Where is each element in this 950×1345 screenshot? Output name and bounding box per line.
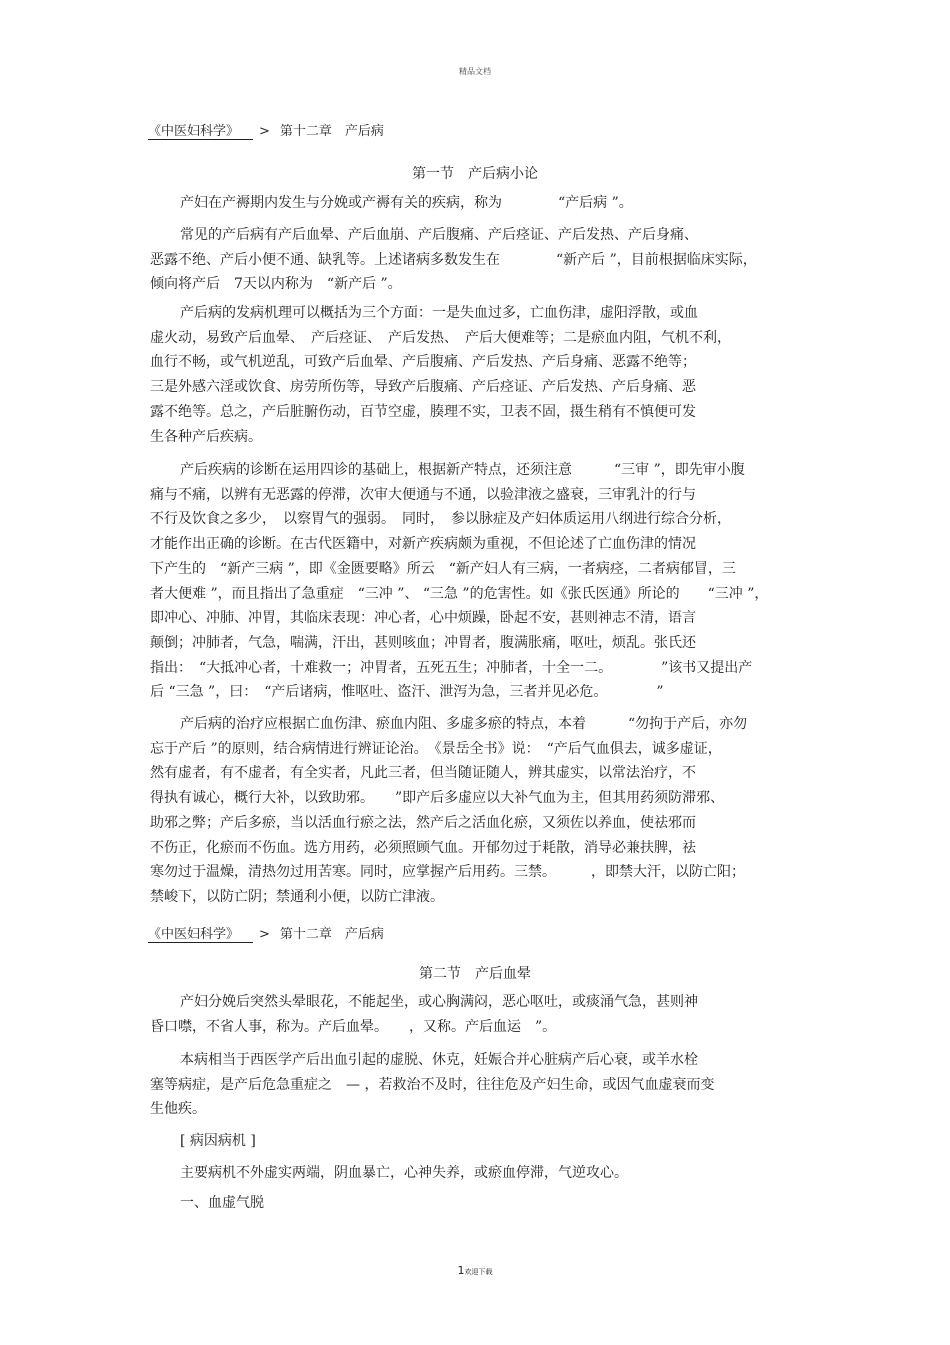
text-line: 产后疾病的诊断在运用四诊的基础上，根据新产特点，还须注意 “三审 ”，即先审小腹 xyxy=(180,462,745,478)
text-line: 塞等病症，是产后危急重症之 — ，若救治不及时，往往危及产妇生命，或因气血虚衰而变 xyxy=(150,1076,715,1093)
text-line: 产后病的治疗应根据亡血伤津、瘀血内阻、多虚多瘀的特点，本着 “勿拘于产后，亦勿 xyxy=(180,716,748,732)
breadcrumb-chapter: 第十二章 产后病 xyxy=(279,124,384,139)
breadcrumb-chapter: 第十二章 产后病 xyxy=(279,927,384,942)
footer-note: 欢迎下载 xyxy=(464,1268,493,1276)
paragraph xyxy=(150,1161,800,1186)
text-line: 虚火动，易致产后血晕、 产后痉证、 产后发热、 产后大便难等；二是瘀血内阻，气机不利， xyxy=(150,329,731,346)
page-footer xyxy=(0,1264,950,1277)
paragraph xyxy=(150,223,800,297)
paragraph xyxy=(150,712,800,910)
text-line: 者大便难 ”，而且指出了急重症 “三冲 ”、 “三急 ”的危害性。如《张氏医通》所论的 “三冲 ”， xyxy=(150,585,769,602)
text-line: 寒勿过于温燥，清热勿过用苦寒。同时，应掌握产后用药。三禁。 ，即禁大汗，以防亡阳； xyxy=(150,864,745,881)
text-line: 露不绝等。总之，产后脏腑伤动，百节空虚，腠理不实，卫表不固，摄生稍有不慎便可发 xyxy=(150,403,696,420)
paragraph xyxy=(150,458,800,705)
text-line: 后 “三急 ”，曰： “产后诸病，惟呕吐、盗汗、泄泻为急，三者并见必危。 ” xyxy=(150,684,664,701)
text-line: 颠倒；冲肺者，气急，喘满，汗出，甚则咳血；冲胃者，腹满胀痛，呕吐，烦乱。张氏还 xyxy=(150,634,696,651)
paragraph xyxy=(150,301,800,449)
text-line: 即冲心、冲肺、冲胃，其临床表现：冲心者，心中烦躁，卧起不安，甚则神志不清，语言 xyxy=(150,610,696,627)
text-line: 产后病的发病机理可以概括为三个方面：一是失血过多，亡血伤津，虚阳浮散，或血 xyxy=(180,305,698,321)
text-line: 不行及饮食之多少， 以察胃气的强弱。 同时， 参以脉症及产妇体质运用八纲进行综合分析， xyxy=(150,511,731,528)
text-line: 恶露不绝、产后小便不通、缺乳等。上述诸病多数发生在 “新产后 ”，目前根据临床实际， xyxy=(150,251,757,268)
text-line: [ 病因病机 ] xyxy=(180,1133,256,1149)
breadcrumb-book-link[interactable]: 《中医妇科学》 xyxy=(148,124,253,140)
text-line: 助邪之弊；产后多瘀，当以活血行瘀之法，然产后之活血化瘀，又须佐以养血，使祛邪而 xyxy=(150,814,696,831)
subheading xyxy=(150,1129,800,1154)
text-line: 然有虚者，有不虚者，有全实者，凡此三者，但当随证随人，辨其虚实，以常法治疗，不 xyxy=(150,765,696,782)
text-line: 常见的产后病有产后血晕、产后血崩、产后腹痛、产后痉证、产后发热、产后身痛、 xyxy=(180,227,698,243)
text-line: 才能作出正确的诊断。在古代医籍中，对新产疾病颇为重视，不但论述了亡血伤津的情况 xyxy=(150,536,696,553)
text-line: 三是外感六淫或饮食、房劳所伤等，导致产后腹痛、产后痉证、产后发热、产后身痛、恶 xyxy=(150,379,696,396)
breadcrumb-separator: > xyxy=(259,927,270,942)
breadcrumb-book-link[interactable]: 《中医妇科学》 xyxy=(148,927,253,943)
text-line: 指出： “大抵冲心者，十难救一；冲胃者，五死五生；冲肺者，十全一二。 ”该书又提出产 xyxy=(150,659,753,676)
paragraph xyxy=(150,191,800,216)
text-line: 一、血虚气脱 xyxy=(180,1195,264,1211)
text-line: 不伤正，化瘀而不伤血。选方用药，必须照顾气血。开郁勿过于耗散，消导必兼扶脾，祛 xyxy=(150,839,696,856)
breadcrumb xyxy=(148,120,384,140)
text-line: 产妇在产褥期内发生与分娩或产褥有关的疾病，称为 “产后病 ”。 xyxy=(180,195,633,211)
breadcrumb-separator: > xyxy=(259,124,270,139)
text-line: 产妇分娩后突然头晕眼花，不能起坐，或心胸满闷，恶心呕吐，或痰涌气急，甚则神 xyxy=(180,994,698,1010)
text-line: 禁峻下，以防亡阴；禁通利小便，以防亡津液。 xyxy=(150,888,444,905)
text-line: 痛与不痛，以辨有无恶露的停滞，次审大便通与不通，以验津液之盛衰，三审乳汁的行与 xyxy=(150,486,696,503)
text-line: 得执有诚心，概行大补，以致助邪。 ”即产后多虚应以大补气血为主，但其用药须防滞邪、 xyxy=(150,790,725,807)
section-title: 第二节 产后血晕 xyxy=(419,966,531,982)
text-line: 下产生的 “新产三病 ”，即《金匮要略》所云 “新产妇人有三病，一者病痉，二者病郁冒，三 xyxy=(150,560,736,577)
paragraph xyxy=(150,990,800,1039)
text-line: 倾向将产后 7天以内称为 “新产后 ”。 xyxy=(150,276,402,293)
text-line: 本病相当于西医学产后出血引起的虚脱、休克，妊娠合并心脏病产后心衰，或羊水栓 xyxy=(180,1052,698,1068)
subheading xyxy=(150,1191,800,1216)
text-line: 昏口噤，不省人事，称为。产后血晕。 ，又称。产后血运 ”。 xyxy=(150,1018,557,1035)
paragraph xyxy=(150,1048,800,1122)
breadcrumb xyxy=(148,923,384,943)
section-title: 第一节 产后病小论 xyxy=(412,166,538,182)
text-line: 血行不畅，或气机逆乱，可致产后血晕、产后腹痛、产后发热、产后身痛、恶露不绝等； xyxy=(150,354,696,371)
text-line: 忘于产后 ”的原则，结合病情进行辨证论治。 《景岳全书》说： “产后气血俱去，诚多虚证， xyxy=(150,740,722,757)
page-number: 1 xyxy=(457,1264,465,1277)
text-line: 生各种产后疾病。 xyxy=(150,428,262,445)
text-line: 生他疾。 xyxy=(150,1101,206,1118)
header-note: 精品文档 xyxy=(459,67,491,76)
text-line: 主要病机不外虚实两端，阴血暴亡，心神失养，或瘀血停滞，气逆攻心。 xyxy=(180,1165,628,1181)
